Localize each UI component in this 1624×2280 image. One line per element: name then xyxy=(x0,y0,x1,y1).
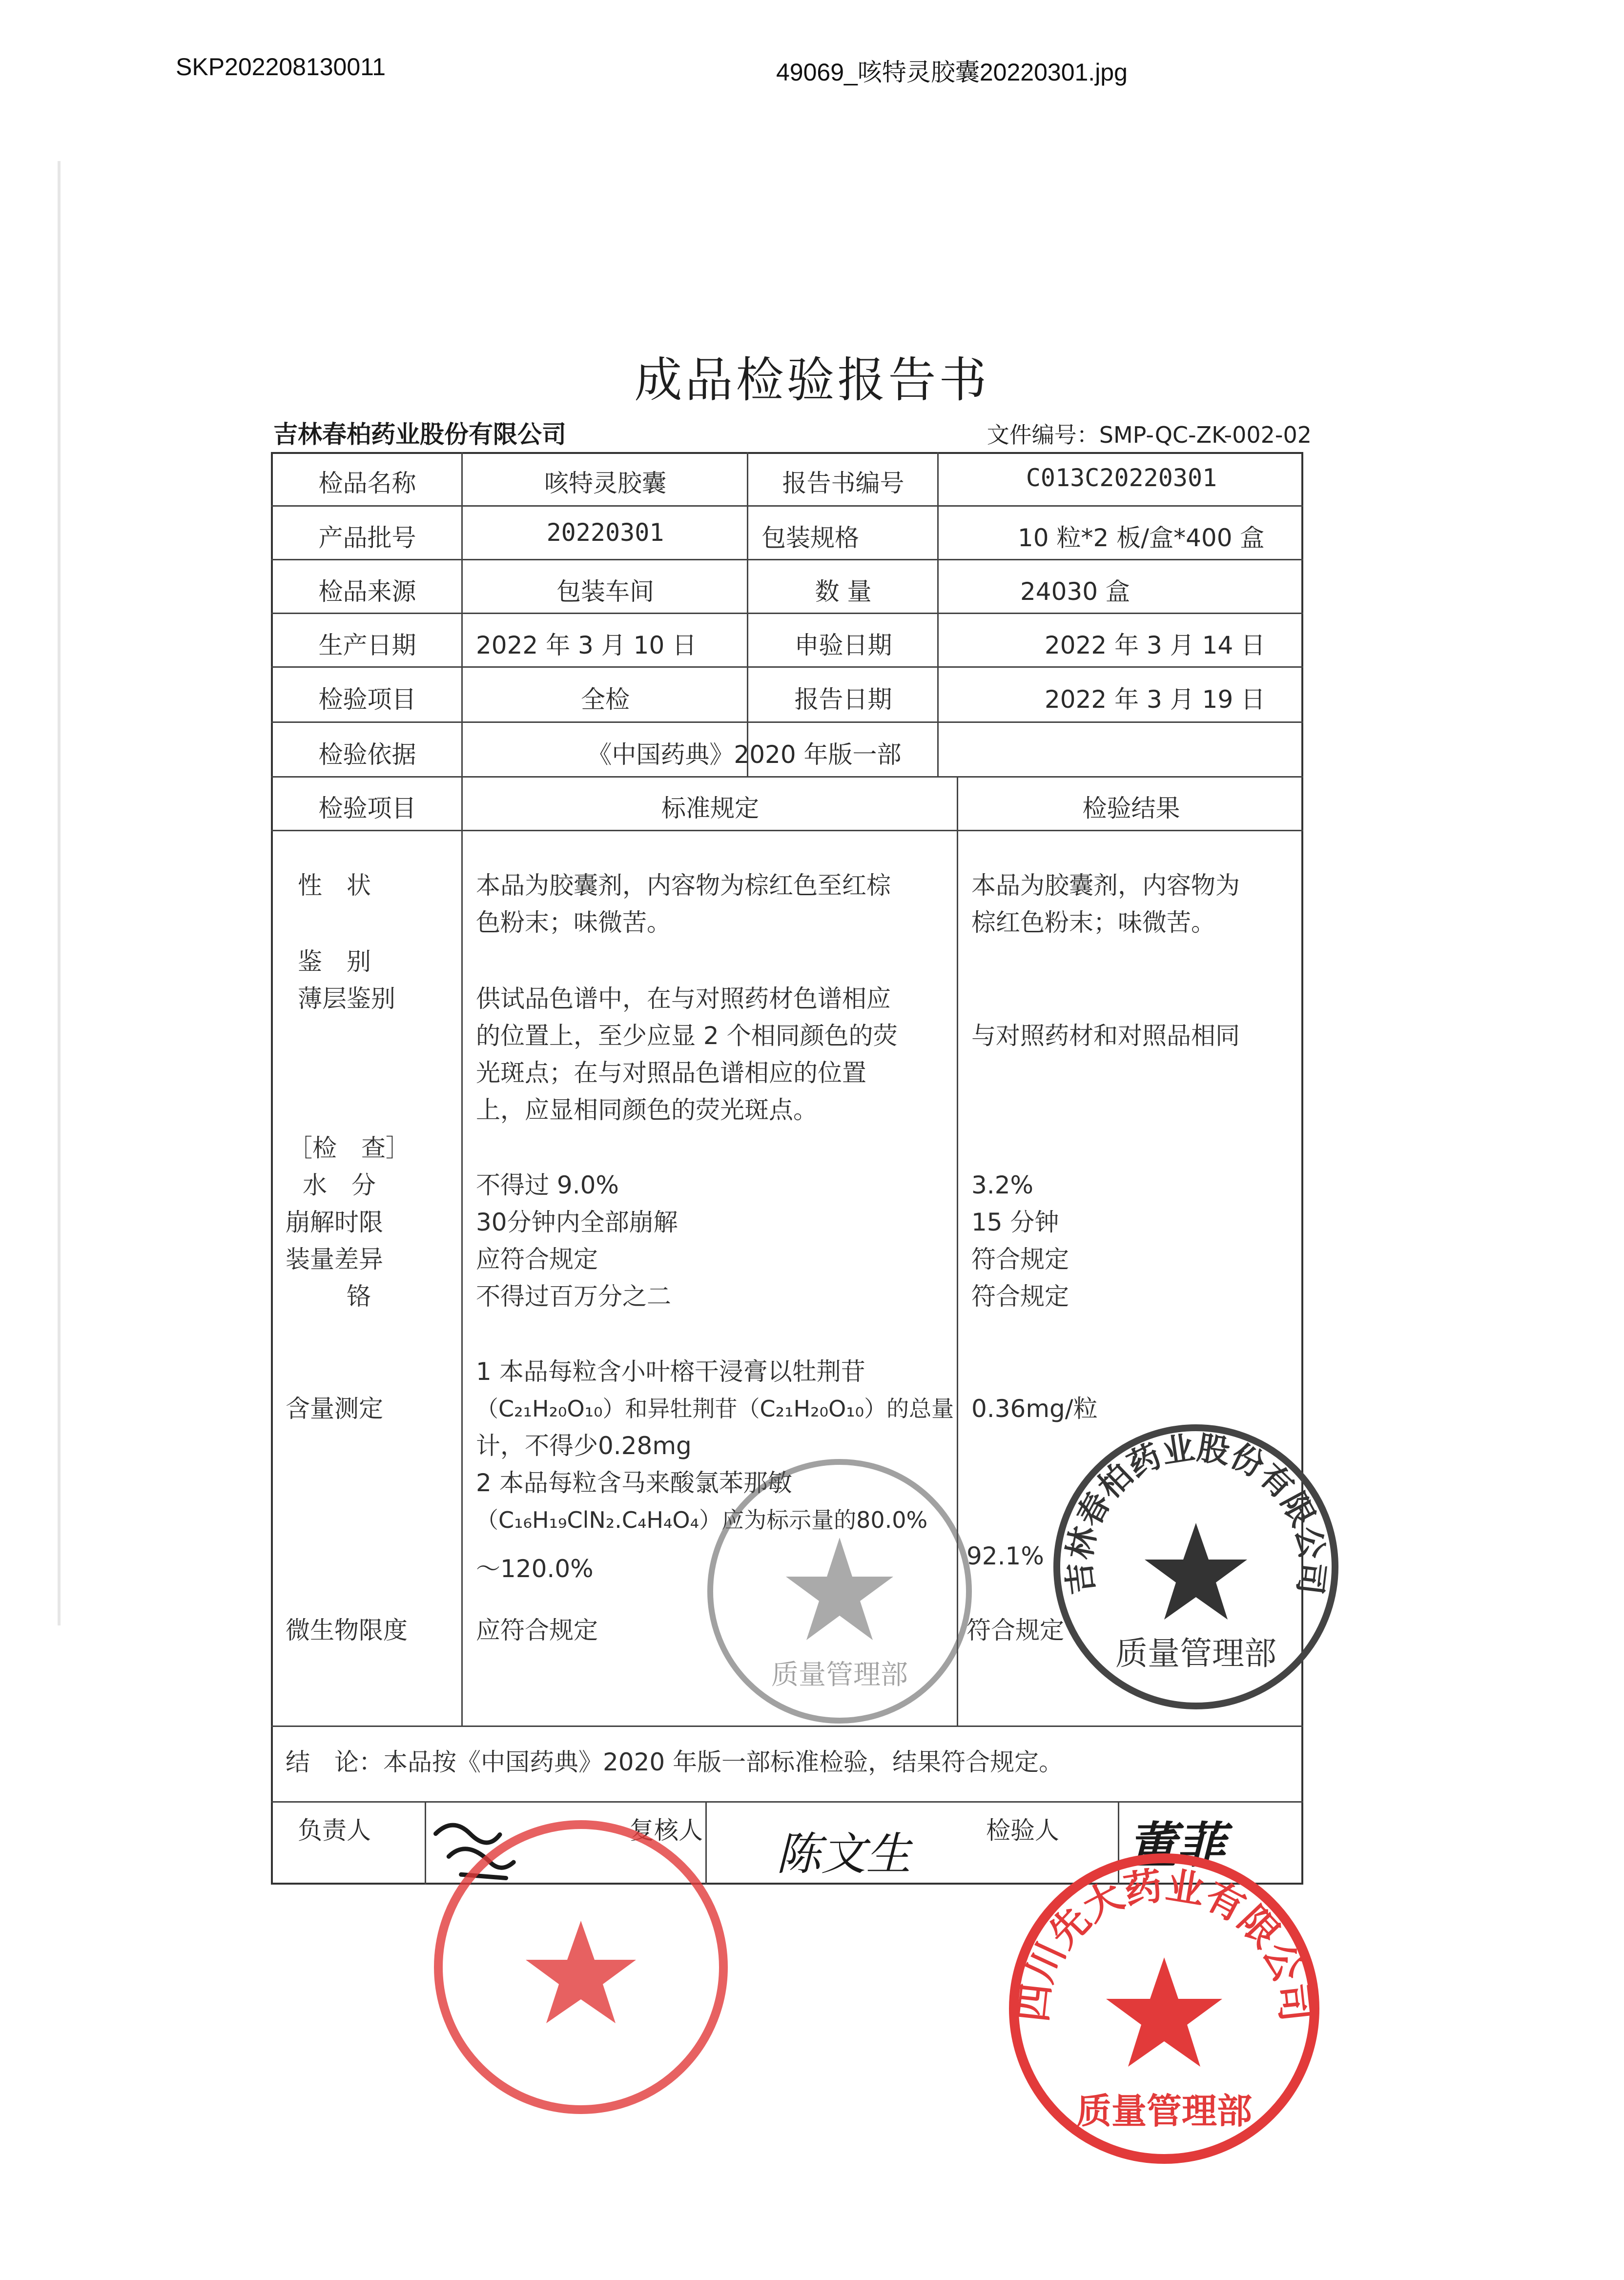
label-product-name: 检品名称 xyxy=(318,469,416,497)
value-source: 包装车间 xyxy=(556,577,654,606)
item-chromium: 铬 xyxy=(347,1282,371,1311)
std-microbe: 应符合规定 xyxy=(476,1616,598,1644)
value-batch: 20220301 xyxy=(546,518,664,547)
std-assay1-3: 计，不得少0.28mg xyxy=(476,1432,692,1460)
col-result: 检验结果 xyxy=(1082,794,1180,822)
value-pack: 10 粒*2 板/盒*400 盒 xyxy=(1018,524,1265,552)
label-quantity: 数 量 xyxy=(815,577,872,606)
value-quantity: 24030 盒 xyxy=(1020,577,1130,606)
value-product-name: 咳特灵胶囊 xyxy=(544,469,666,497)
label-report-date: 报告日期 xyxy=(794,685,892,714)
label-apply-date: 申验日期 xyxy=(794,631,892,659)
col-item: 检验项目 xyxy=(318,794,416,822)
res-chromium: 符合规定 xyxy=(971,1282,1069,1311)
value-apply-date: 2022 年 3 月 14 日 xyxy=(1045,631,1266,659)
std-assay2-2: （C₁₆H₁₉ClN₂.C₄H₄O₄）应为标示量的80.0% xyxy=(476,1507,928,1533)
value-inspect-item: 全检 xyxy=(581,685,630,714)
value-prod-date: 2022 年 3 月 10 日 xyxy=(476,631,697,659)
label-report-no: 报告书编号 xyxy=(782,469,905,497)
std-tlc-1: 供试品色谱中，在与对照药材色谱相应 xyxy=(476,985,891,1013)
item-appearance: 性 状 xyxy=(298,871,371,900)
label-pack: 包装规格 xyxy=(761,524,859,552)
std-water: 不得过 9.0% xyxy=(476,1171,619,1199)
item-fill: 装量差异 xyxy=(286,1245,383,1274)
std-chromium: 不得过百万分之二 xyxy=(476,1282,671,1311)
res-tlc: 与对照药材和对照品相同 xyxy=(971,1022,1240,1050)
std-assay1-1: 1 本品每粒含小叶榕干浸膏以牡荆苷 xyxy=(476,1357,865,1386)
res-fill: 符合规定 xyxy=(971,1245,1069,1274)
label-reviewer: 复核人 xyxy=(630,1816,703,1845)
res-disintegration: 15 分钟 xyxy=(971,1208,1059,1236)
label-inspector: 检验人 xyxy=(986,1816,1059,1845)
res-assay1: 0.36mg/粒 xyxy=(971,1395,1098,1423)
doc-number: 文件编号：SMP-QC-ZK-002-02 xyxy=(987,422,1312,448)
res-appearance-2: 棕红色粉末；味微苦。 xyxy=(971,908,1215,937)
label-source: 检品来源 xyxy=(318,577,416,606)
std-appearance-1: 本品为胶囊剂，内容物为棕红色至红棕 xyxy=(476,871,891,900)
res-appearance-1: 本品为胶囊剂，内容物为 xyxy=(971,871,1240,900)
label-responsible: 负责人 xyxy=(298,1816,371,1845)
res-assay2: 92.1% xyxy=(966,1542,1044,1570)
std-tlc-4: 上，应显相同颜色的荧光斑点。 xyxy=(476,1096,818,1124)
res-microbe: 符合规定 xyxy=(966,1616,1064,1644)
file-name: 49069_咳特灵胶囊20220301.jpg xyxy=(776,59,1128,86)
item-identify: 鉴 别 xyxy=(298,947,371,976)
std-tlc-3: 光斑点；在与对照品色谱相应的位置 xyxy=(476,1059,866,1087)
label-inspect-item: 检验项目 xyxy=(318,685,416,714)
red-qa-stamp xyxy=(1006,1850,1323,2167)
blue-stamp-dept: 质量管理部 xyxy=(1115,1635,1276,1672)
item-disintegration: 崩解时限 xyxy=(286,1208,383,1236)
label-prod-date: 生产日期 xyxy=(318,631,416,659)
item-assay: 含量测定 xyxy=(286,1395,383,1423)
red-stamp-company: 四川先大药业有限公司 xyxy=(1011,1864,1317,2024)
std-disintegration: 30分钟内全部崩解 xyxy=(476,1208,678,1236)
blue-stamp-company: 吉林春柏药业股份有限公司 xyxy=(1060,1429,1332,1597)
label-batch: 产品批号 xyxy=(318,524,416,552)
red-stamp-faint xyxy=(430,1816,732,2118)
page-title: 成品检验报告书 xyxy=(634,352,990,408)
reviewer-signature: 陈文生 xyxy=(776,1828,911,1880)
grey-stamp-dept: 质量管理部 xyxy=(771,1659,908,1691)
value-basis: 《中国药典》2020 年版一部 xyxy=(587,740,902,769)
inspector-signature: 董菲 xyxy=(1128,1816,1225,1874)
grey-stamp xyxy=(703,1455,976,1728)
item-tlc: 薄层鉴别 xyxy=(298,985,395,1013)
std-assay2-3: ～120.0% xyxy=(476,1555,594,1583)
company-name: 吉林春柏药业股份有限公司 xyxy=(273,420,566,449)
item-check: ［检 查］ xyxy=(288,1134,410,1162)
std-appearance-2: 色粉末；味微苦。 xyxy=(476,908,671,937)
value-report-no: C013C20220301 xyxy=(1026,464,1217,492)
std-fill: 应符合规定 xyxy=(476,1245,598,1274)
red-stamp-dept: 质量管理部 xyxy=(1076,2091,1253,2132)
item-microbe: 微生物限度 xyxy=(286,1616,408,1644)
res-water: 3.2% xyxy=(971,1171,1034,1199)
col-standard: 标准规定 xyxy=(661,794,759,822)
std-assay1-2: （C₂₁H₂₀O₁₀）和异牡荆苷（C₂₁H₂₀O₁₀）的总量 xyxy=(476,1396,954,1422)
conclusion: 结 论：本品按《中国药典》2020 年版一部标准检验，结果符合规定。 xyxy=(286,1748,1064,1776)
company-qa-stamp xyxy=(1049,1420,1342,1713)
std-tlc-2: 的位置上，至少应显 2 个相同颜色的荧 xyxy=(476,1022,898,1050)
item-water: 水 分 xyxy=(303,1171,376,1199)
code-left: SKP202208130011 xyxy=(176,53,386,81)
label-basis: 检验依据 xyxy=(318,740,416,769)
std-assay2-1: 2 本品每粒含马来酸氯苯那敏 xyxy=(476,1469,792,1497)
value-report-date: 2022 年 3 月 19 日 xyxy=(1045,685,1266,714)
